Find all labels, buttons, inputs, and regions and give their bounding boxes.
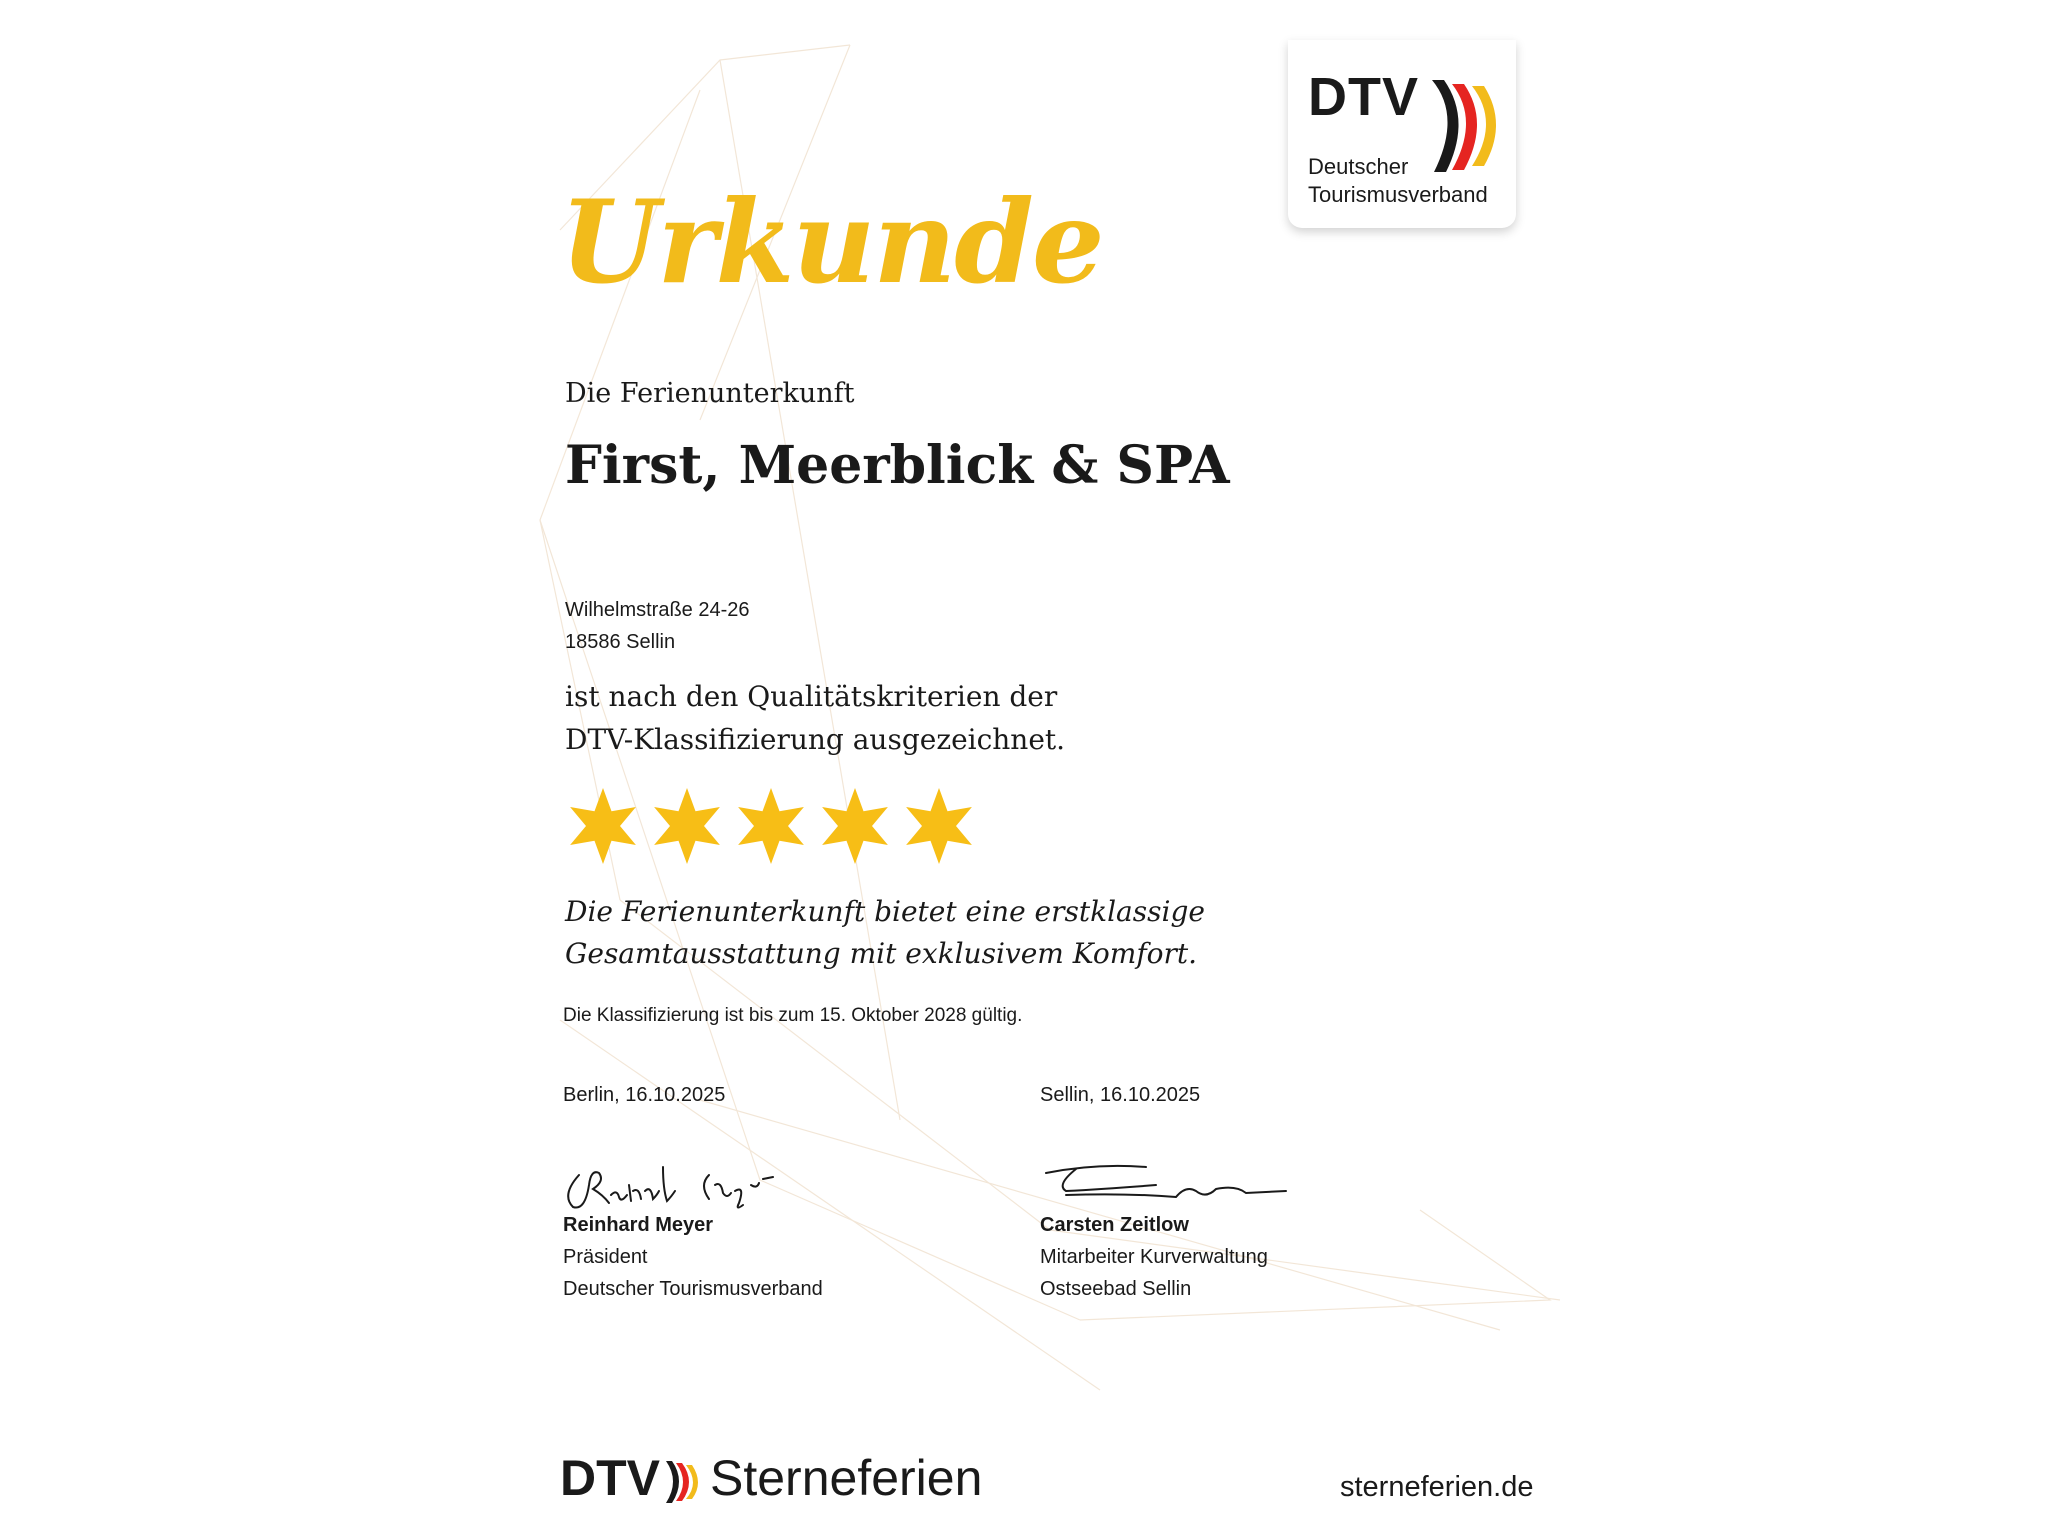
criteria-line1: ist nach den Qualitätskriterien der xyxy=(565,680,1058,713)
logo-org-line1: Deutscher xyxy=(1308,154,1409,179)
place-date: Berlin, 16.10.2025 xyxy=(563,1084,726,1106)
signer-organization: Deutscher Tourismusverband xyxy=(563,1278,823,1300)
place-date: Sellin, 16.10.2025 xyxy=(1040,1084,1201,1106)
logo-abbr: DTV xyxy=(1308,67,1419,127)
signer-name: Reinhard Meyer xyxy=(563,1214,714,1236)
dtv-logo xyxy=(1288,40,1516,228)
six-pointed-star-icon xyxy=(822,788,888,864)
six-pointed-star-icon xyxy=(654,788,720,864)
criteria-line2: DTV-Klassifizierung ausgezeichnet. xyxy=(565,723,1066,756)
chevron-logo-icon xyxy=(1428,76,1508,176)
signature-right xyxy=(1036,1155,1296,1215)
signer-name: Carsten Zeitlow xyxy=(1040,1214,1189,1236)
signature-left xyxy=(559,1155,819,1215)
six-pointed-star-icon xyxy=(906,788,972,864)
description-line2: Gesamtausstattung mit exklusivem Komfort. xyxy=(565,937,1198,970)
signature-block-left xyxy=(563,1085,1003,1305)
address-city: 18586 Sellin xyxy=(565,631,676,653)
description-line1: Die Ferienunterkunft bietet eine erstklassige xyxy=(565,895,1205,928)
signer-organization: Ostseebad Sellin xyxy=(1040,1278,1192,1300)
six-pointed-star-icon xyxy=(738,788,804,864)
star-rating xyxy=(565,786,985,866)
signer-role: Präsident xyxy=(563,1246,648,1268)
chevron-logo-icon xyxy=(664,1457,704,1507)
six-pointed-star-icon xyxy=(570,788,636,864)
footer-url: sterneferien.de xyxy=(1340,1471,1534,1503)
certificate-title: Urkunde xyxy=(560,175,1103,309)
signer-role: Mitarbeiter Kurverwaltung xyxy=(1040,1246,1268,1268)
signature-block-right xyxy=(1040,1085,1480,1305)
address-street: Wilhelmstraße 24-26 xyxy=(565,599,750,621)
footer-abbr: DTV xyxy=(560,1450,660,1506)
validity-text: Die Klassifizierung ist bis zum 15. Oktober 2028 gültig. xyxy=(563,1005,1023,1026)
logo-org-line2: Tourismusverband xyxy=(1308,182,1488,207)
footer-brand-name: Sterneferien xyxy=(710,1450,983,1506)
intro-text: Die Ferienunterkunft xyxy=(565,378,855,409)
property-name: First, Meerblick & SPA xyxy=(565,435,1230,496)
